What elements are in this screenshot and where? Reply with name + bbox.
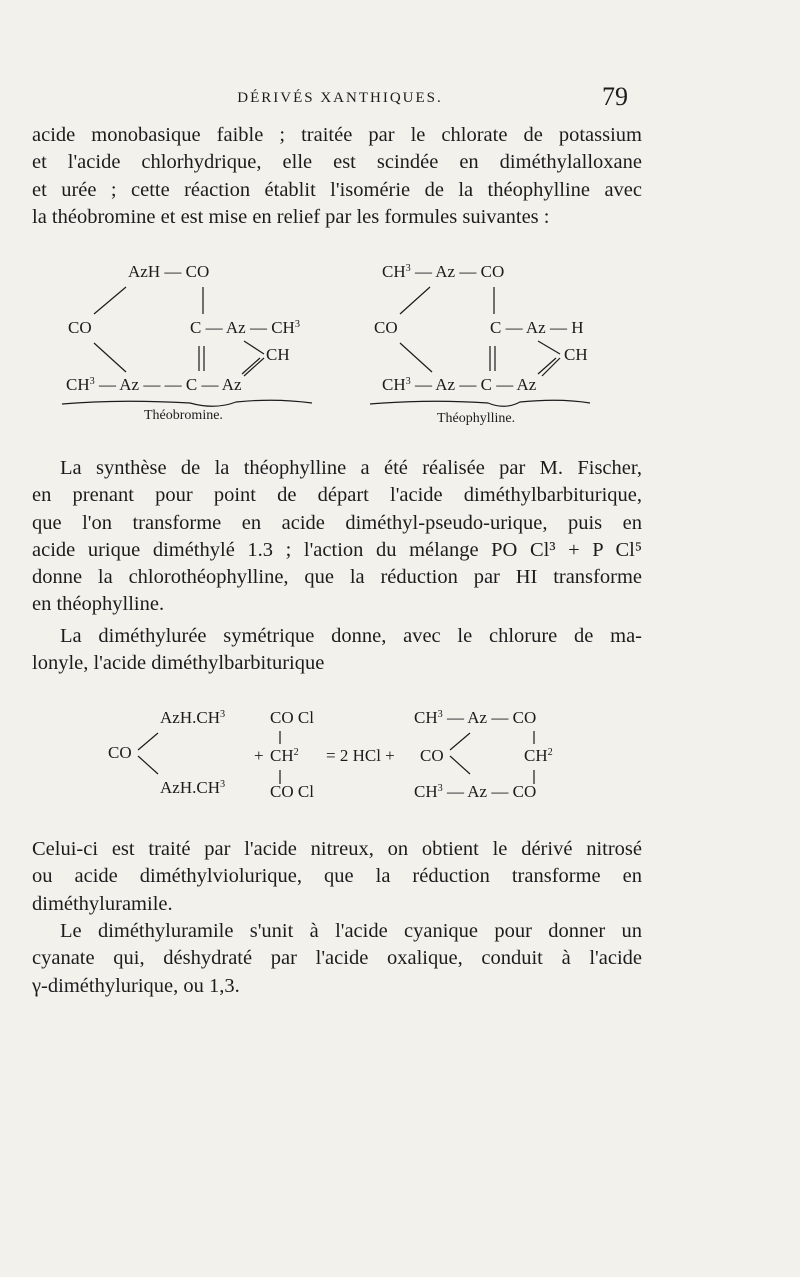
formula-text: $CH^2$ — [524, 746, 553, 765]
formula-text: $CH^3$ — Az — CO — [414, 708, 537, 727]
paragraph-4 — [32, 836, 642, 918]
paragraph-3 — [32, 623, 642, 678]
formula-text: $CH^3$ — Az — C — Az — [382, 375, 537, 394]
text-line: que l'on transforme en acide diméthyl-pseudo-urique, puis en — [32, 511, 642, 534]
text-line: acide monobasique faible ; traitée par le chlorate de potassium — [32, 124, 642, 146]
text-line: γ-diméthylurique, ou 1,3. — [32, 974, 240, 997]
formula-caption: Théophylline. — [437, 411, 516, 426]
formula-text: + — [254, 746, 264, 765]
formula-text: CO — [420, 746, 444, 765]
text-line: Le diméthyluramile s'unit à l'acide cyanique pour donner un — [60, 920, 642, 942]
formula-text: $AzH.CH^3$ — [160, 778, 226, 797]
formula-text: $CH^2$ — [270, 746, 299, 765]
formula-text: CO — [374, 318, 398, 337]
formula-text: = 2 HCl + — [326, 746, 395, 765]
formula-text: CH — [266, 345, 290, 364]
formula-text: CO Cl — [270, 708, 314, 727]
formula-text: $CH^3$ — Az — CO — [414, 782, 537, 801]
text-line: Celui-ci est traité par l'acide nitreux, on obtient le dérivé nitrosé — [32, 838, 642, 860]
text-line: lonyle, l'acide diméthylbarbiturique — [32, 652, 325, 675]
text-line: en prenant pour point de départ l'acide diméthylbarbiturique, — [32, 484, 642, 507]
text-line: et urée ; cette réaction établit l'isomérie de la théophylline avec — [32, 178, 642, 201]
text-line: donne la chlorothéophylline, que la réduction par HI transforme — [32, 566, 642, 589]
text-line: diméthyluramile. — [32, 892, 173, 915]
text-line: cyanate qui, déshydraté par l'acide oxalique, conduit à l'acide — [32, 947, 642, 970]
text-line: acide urique diméthylé 1.3 ; l'action du mélange PO Cl³ + P Cl⁵ — [32, 538, 642, 561]
text-line: la théobromine et est mise en relief par les formules suivantes : — [32, 205, 550, 228]
text-line: La synthèse de la théophylline a été réalisée par M. Fischer, — [60, 457, 642, 479]
formula-text: C — Az — H — [490, 318, 584, 337]
formula-text: $CH^3$ — Az — CO — [382, 262, 505, 281]
text-line: en théophylline. — [32, 593, 165, 616]
formula-caption: Théobromine. — [144, 408, 223, 423]
page-number: 79 — [602, 82, 628, 111]
formula-text: $AzH.CH^3$ — [160, 708, 226, 727]
formula-text: CO — [108, 743, 132, 762]
text-line: et l'acide chlorhydrique, elle est scindée en diméthylalloxane — [32, 151, 642, 174]
running-title: DÉRIVÉS XANTHIQUES. — [237, 90, 443, 106]
text-line: ou acide diméthylviolurique, que la réduction transforme en — [32, 865, 642, 888]
paragraph-2 — [32, 455, 642, 619]
formula-text: $CH^3$ — Az — — C — Az — [66, 375, 242, 394]
formula-text: C — Az — $CH^3$ — [190, 318, 300, 337]
formula-text: CH — [564, 345, 588, 364]
paragraph-5 — [32, 918, 642, 1000]
formula-text: CO Cl — [270, 782, 314, 801]
formula-text: AzH — CO — [128, 262, 210, 281]
formula-text: CO — [68, 318, 92, 337]
text-line: La diméthylurée symétrique donne, avec le chlorure de ma- — [60, 625, 642, 647]
